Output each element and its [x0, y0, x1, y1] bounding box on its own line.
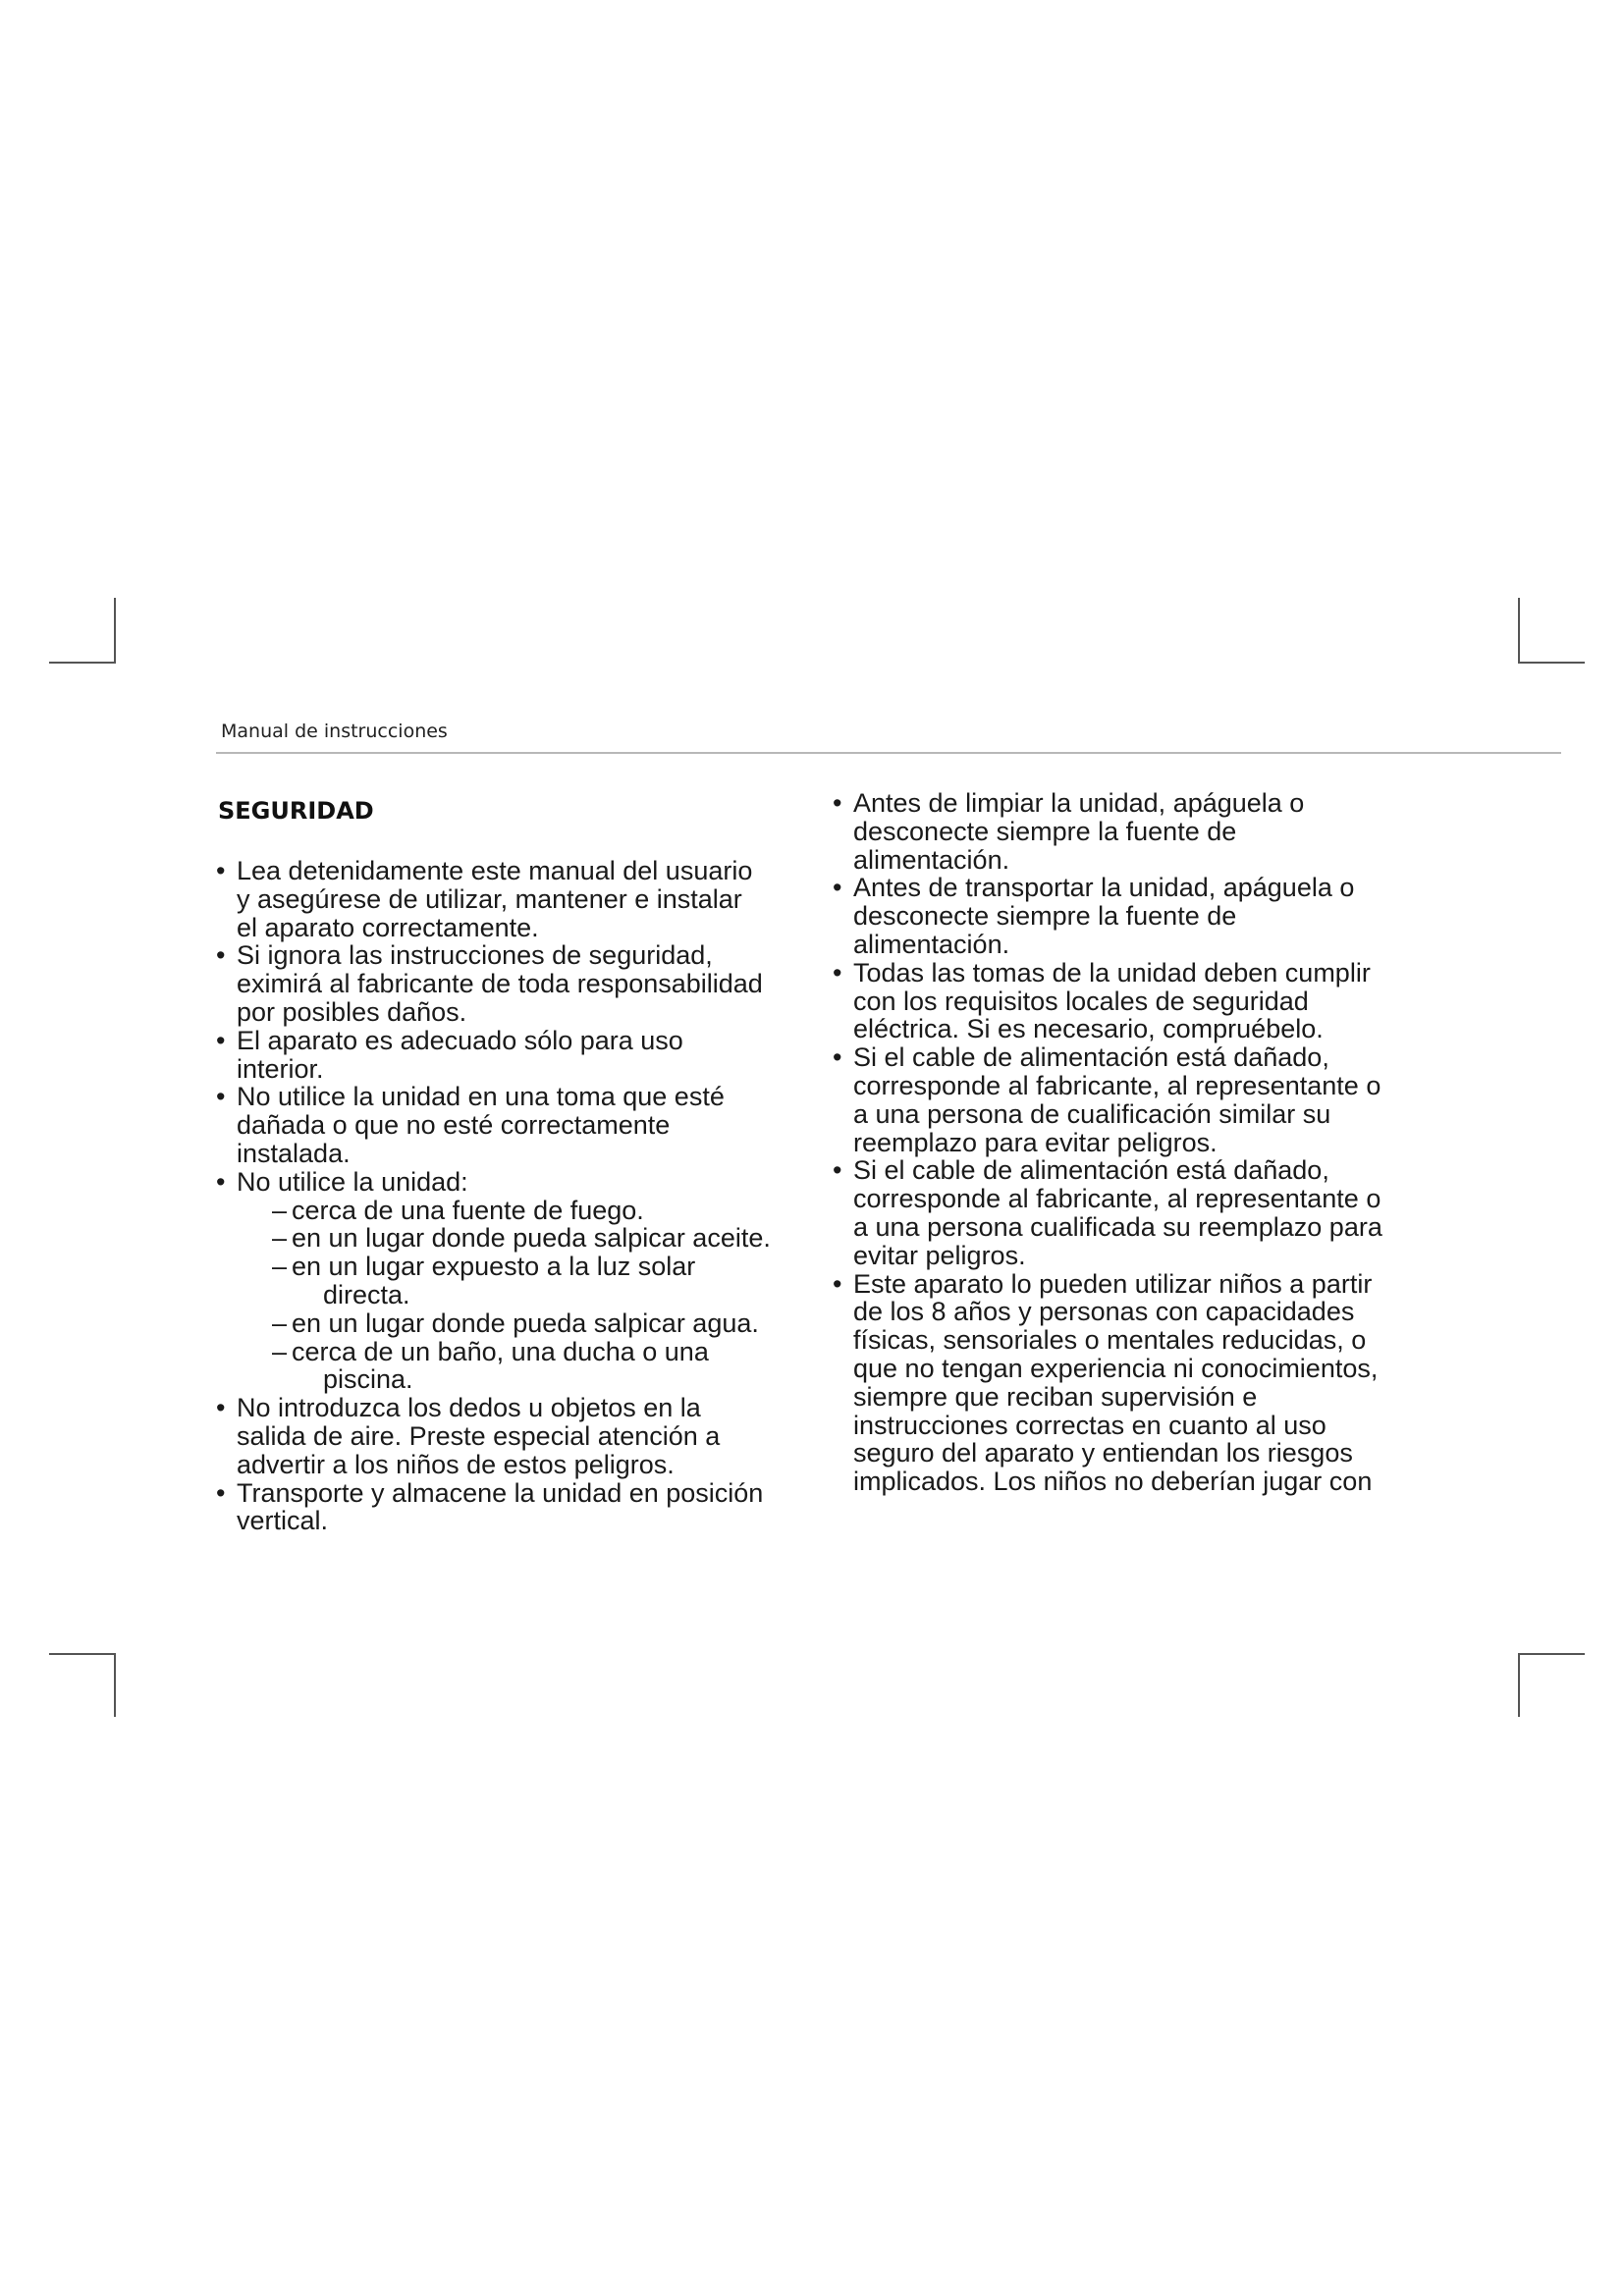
sub-list-item — [237, 1224, 805, 1253]
crop-mark-bottom-left-horizontal — [49, 1653, 116, 1655]
text-line: por posibles daños. — [237, 996, 467, 1027]
list-item — [216, 1168, 805, 1394]
text-line: corresponde al fabricante, al representante o — [853, 1184, 1381, 1214]
text-line: seguro del aparato y entiendan los riesgos — [853, 1438, 1353, 1468]
text-line: alimentación. — [853, 929, 1010, 959]
text-line: • Lea detenidamente este manual del usuario — [237, 856, 753, 885]
list-item — [833, 1156, 1441, 1269]
right-column — [833, 789, 1441, 1496]
list-item — [833, 959, 1441, 1043]
text-line: • Todas las tomas de la unidad deben cumplir — [853, 957, 1371, 988]
text-line: implicados. Los niños no deberían jugar con — [853, 1467, 1373, 1497]
text-line: desconecte siempre la fuente de — [853, 901, 1237, 932]
list-item — [216, 1083, 805, 1167]
text-line: evitar peligros. — [853, 1240, 1026, 1270]
text-line: • Antes de transportar la unidad, apáguela o — [853, 873, 1355, 903]
text-line: • El aparato es adecuado sólo para uso — [237, 1025, 683, 1055]
text-line: • No utilice la unidad en una toma que esté — [237, 1082, 725, 1112]
text-line: • No introduzca los dedos u objetos en la — [237, 1393, 701, 1423]
text-line: corresponde al fabricante, al representante o — [853, 1070, 1381, 1100]
text-line: • Antes de limpiar la unidad, apáguela o — [853, 788, 1305, 818]
crop-mark-top-right-horizontal — [1518, 662, 1585, 664]
text-line: alimentación. — [853, 844, 1010, 875]
text-line: con los requisitos locales de seguridad — [853, 986, 1309, 1016]
left-column — [216, 789, 805, 1535]
text-line: desconecte siempre la fuente de — [853, 816, 1237, 846]
text-line: instalada. — [237, 1138, 351, 1168]
safety-list-right — [833, 789, 1441, 1496]
text-line: • Este aparato lo pueden utilizar niños a partir — [853, 1268, 1373, 1299]
list-item — [833, 1043, 1441, 1156]
sub-list — [237, 1197, 805, 1395]
text-line: – en un lugar donde pueda salpicar agua. — [292, 1308, 759, 1338]
text-line: a una persona de cualificación similar su — [853, 1098, 1331, 1129]
text-line: eximirá al fabricante de toda responsabilidad — [237, 969, 763, 999]
text-line: y asegúrese de utilizar, mantener e instalar — [237, 883, 742, 914]
list-item — [833, 1270, 1441, 1496]
text-line: – en un lugar donde pueda salpicar aceite. — [292, 1223, 771, 1254]
text-line: – cerca de un baño, una ducha o una — [292, 1336, 709, 1366]
crop-mark-bottom-right-horizontal — [1518, 1653, 1585, 1655]
text-line: – en un lugar expuesto a la luz solar — [292, 1252, 696, 1282]
text-line: instrucciones correctas en cuanto al uso — [853, 1410, 1326, 1440]
text-line: siempre que reciban supervisión e — [853, 1381, 1258, 1412]
running-header: Manual de instrucciones — [221, 721, 448, 742]
text-line: – cerca de una fuente de fuego. — [292, 1195, 644, 1225]
header-rule — [216, 752, 1561, 754]
text-line: • Si el cable de alimentación está dañado, — [853, 1155, 1329, 1186]
text-line: salida de aire. Preste especial atención a — [237, 1420, 721, 1451]
sub-list-item — [237, 1197, 805, 1225]
list-item — [216, 1027, 805, 1084]
crop-mark-top-right-vertical — [1518, 598, 1520, 662]
text-line: eléctrica. Si es necesario, compruébelo. — [853, 1014, 1324, 1044]
text-line: piscina. — [323, 1364, 413, 1395]
sub-list-item — [237, 1338, 805, 1395]
text-line: advertir a los niños de estos peligros. — [237, 1449, 675, 1479]
crop-mark-bottom-left-vertical — [114, 1653, 116, 1717]
text-line: vertical. — [237, 1506, 329, 1536]
text-line: • No utilice la unidad: — [237, 1166, 468, 1197]
list-item — [833, 789, 1441, 874]
list-item — [216, 1479, 805, 1536]
text-line: • Si ignora las instrucciones de seguridad, — [237, 940, 713, 971]
crop-mark-top-left-horizontal — [49, 662, 116, 664]
text-line: de los 8 años y personas con capacidades — [853, 1297, 1355, 1327]
list-item — [216, 941, 805, 1026]
crop-mark-bottom-right-vertical — [1518, 1653, 1520, 1717]
safety-list-left — [216, 857, 805, 1535]
text-line: • Si el cable de alimentación está dañado, — [853, 1042, 1329, 1073]
text-line: que no tengan experiencia ni conocimientos, — [853, 1353, 1379, 1383]
list-item — [216, 1394, 805, 1478]
text-line: físicas, sensoriales o mentales reducidas, o — [853, 1325, 1367, 1356]
text-line: a una persona cualificada su reemplazo para — [853, 1211, 1382, 1242]
sub-list-item — [237, 1309, 805, 1338]
sub-list-item — [237, 1253, 805, 1309]
text-line: directa. — [323, 1279, 410, 1309]
crop-mark-top-left-vertical — [114, 598, 116, 662]
section-title: SEGURIDAD — [218, 797, 374, 825]
text-line: reemplazo para evitar peligros. — [853, 1127, 1218, 1157]
text-line: interior. — [237, 1053, 324, 1084]
text-line: el aparato correctamente. — [237, 912, 539, 942]
list-item — [216, 857, 805, 941]
text-line: • Transporte y almacene la unidad en posición — [237, 1477, 764, 1508]
list-item — [833, 874, 1441, 958]
text-line: dañada o que no esté correctamente — [237, 1110, 671, 1141]
